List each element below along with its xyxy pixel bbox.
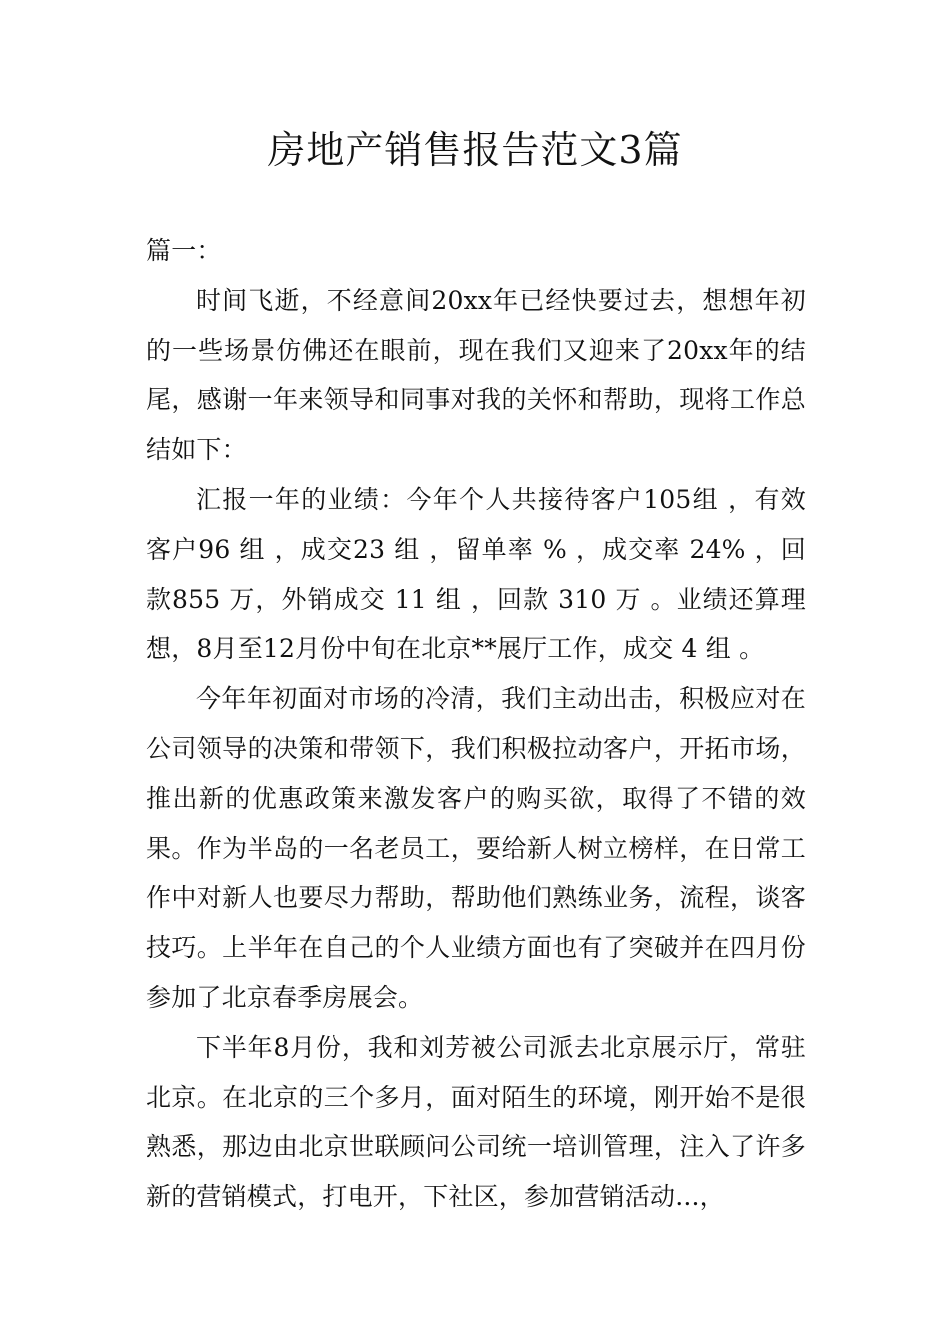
document-body [146,226,806,1222]
paragraph-2: 汇报一年的业绩：今年个人共接待客户105组 ，有效客户96 组 ，成交23 组 ，留单率 % ，成交率 24% ，回款855 万，外销成交 11 组 ，回款 310 万 。业绩还算理想，8月至12月份中旬在北京**展厅工作，成交 4 组 。 [146,484,806,664]
paragraph-4: 下半年8月份，我和刘芳被公司派去北京展示厅，常驻北京。在北京的三个多月，面对陌生的环境，刚开始不是很熟悉，那边由北京世联顾问公司统一培训管理，注入了许多新的营销模式，打电开，下社区，参加营销活动...， [146,1032,806,1212]
document-title: 房地产销售报告范文3篇 [267,128,683,172]
paragraph-3: 今年年初面对市场的冷清，我们主动出击，积极应对在公司领导的决策和带领下，我们积极拉动客户，开拓市场，推出新的优惠政策来激发客户的购买欲，取得了不错的效果。作为半岛的一名老员工，要给新人树立榜样，在日常工作中对新人也要尽力帮助，帮助他们熟练业务，流程，谈客技巧。上半年在自己的个人业绩方面也有了突破并在四月份参加了北京春季房展会。 [146,684,806,1012]
section-label: 篇一： [146,236,222,265]
paragraph-1: 时间飞逝，不经意间20xx年已经快要过去，想想年初的一些场景仿佛还在眼前，现在我们又迎来了20xx年的结尾，感谢一年来领导和同事对我的关怀和帮助，现将工作总结如下： [146,285,806,465]
